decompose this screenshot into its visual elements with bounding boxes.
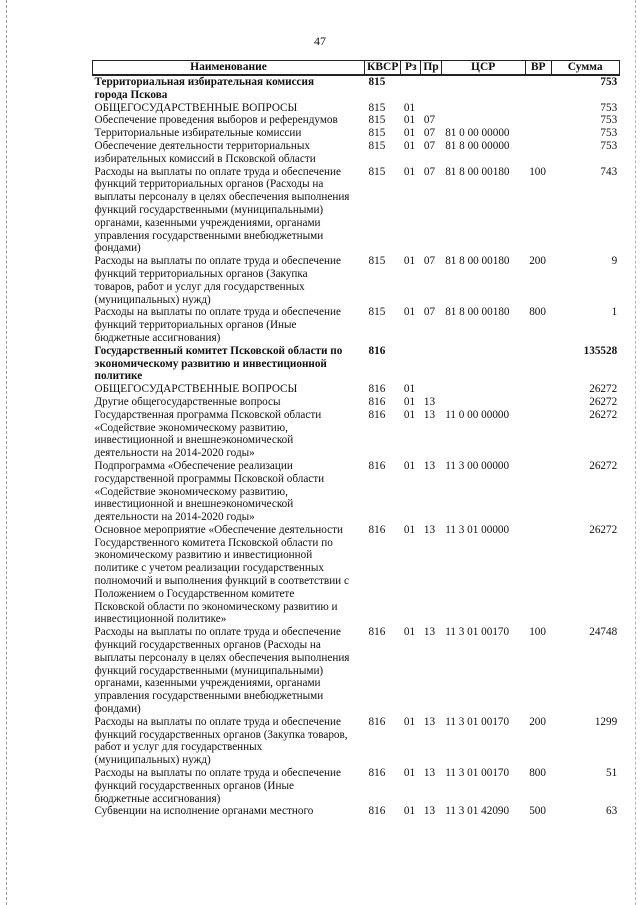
row-name: Основное мероприятие «Обеспечение деятельности Государственного комитета Псковской области по экономическому развитию и инвестиционной политике с учетом реализации государственных полномочий и выполнения функций в соответствии с Положением о Государственном комитете Псковской области по экономическому развитию и инвестиционной политике» xyxy=(94,523,349,626)
row-kvsr: 815 xyxy=(368,127,386,140)
row-rz: 01 xyxy=(403,805,416,818)
table-header-row xyxy=(93,61,620,76)
row-name: ОБЩЕГОСУДАРСТВЕННЫЕ ВОПРОСЫ xyxy=(94,101,298,114)
header-rz: Рз xyxy=(401,61,421,76)
row-csr: 11 3 01 42090 xyxy=(445,805,510,818)
row-name: Государственная программа Псковской области «Содействие экономическому развитию, инвестиционной и внешнеэкономической деятельности на 2014-2020 годы» xyxy=(94,408,322,460)
header-vr: ВР xyxy=(525,61,551,76)
row-vr xyxy=(525,460,551,524)
row-name: Обеспечение проведения выборов и референдумов xyxy=(94,114,338,127)
row-sum: 26272 xyxy=(589,408,618,421)
row-kvsr: 815 xyxy=(368,76,386,88)
row-csr xyxy=(441,383,525,396)
row-sum: 26272 xyxy=(589,395,618,408)
row-sum: 753 xyxy=(600,101,618,114)
row-pr: 13 xyxy=(423,395,436,408)
row-kvsr: 815 xyxy=(368,255,386,268)
row-name: Обеспечение деятельности территориальных избирательных комиссий в Псковской области xyxy=(94,139,316,165)
row-sum: 753 xyxy=(600,76,618,88)
table-row xyxy=(93,460,620,524)
table-row xyxy=(93,409,620,460)
row-pr: 07 xyxy=(423,255,436,268)
row-vr: 500 xyxy=(529,805,546,818)
row-rz: 01 xyxy=(403,165,416,178)
table-row xyxy=(93,383,620,396)
row-vr xyxy=(525,114,551,127)
row-name: Другие общегосударственные вопросы xyxy=(94,395,281,408)
row-csr: 11 3 01 00000 xyxy=(445,523,510,536)
row-csr xyxy=(441,102,525,115)
row-vr: 800 xyxy=(529,767,546,780)
row-kvsr: 816 xyxy=(368,408,386,421)
row-vr xyxy=(525,75,551,102)
header-pr: Пр xyxy=(421,61,441,76)
row-vr: 100 xyxy=(529,165,546,178)
row-sum: 753 xyxy=(600,114,618,127)
row-rz: 01 xyxy=(403,395,416,408)
row-name: Территориальные избирательные комиссии xyxy=(94,127,302,140)
row-kvsr: 816 xyxy=(368,805,386,818)
table-row xyxy=(93,626,620,716)
row-rz: 01 xyxy=(403,306,416,319)
table-row xyxy=(93,345,620,383)
row-vr xyxy=(525,396,551,409)
table-row xyxy=(93,166,620,256)
row-sum: 753 xyxy=(600,139,618,152)
row-kvsr: 816 xyxy=(368,344,386,357)
row-pr: 07 xyxy=(423,165,436,178)
table-row xyxy=(93,255,620,306)
row-rz: 01 xyxy=(403,767,416,780)
row-rz xyxy=(401,75,421,102)
row-csr xyxy=(441,75,525,102)
row-sum: 743 xyxy=(600,165,618,178)
row-pr: 07 xyxy=(423,114,436,127)
row-pr: 07 xyxy=(423,127,436,140)
row-pr: 07 xyxy=(423,139,436,152)
page-number: 47 xyxy=(314,34,326,48)
row-kvsr: 815 xyxy=(368,139,386,152)
row-sum: 9 xyxy=(611,255,618,268)
row-pr xyxy=(421,102,441,115)
budget-table xyxy=(92,60,620,818)
table-row xyxy=(93,114,620,127)
table-row xyxy=(93,102,620,115)
row-kvsr: 815 xyxy=(368,165,386,178)
row-name: ОБЩЕГОСУДАРСТВЕННЫЕ ВОПРОСЫ xyxy=(94,383,298,396)
row-vr: 800 xyxy=(529,306,546,319)
row-pr xyxy=(421,75,441,102)
header-sum: Сумма xyxy=(551,61,619,76)
row-csr: 81 8 00 00180 xyxy=(445,306,510,319)
row-name: Расходы на выплаты по оплате труда и обеспечение функций государственных органов (Расходы на выплаты персоналу в целях обеспечения выполнения функций государственными (муниципальными) органами, казенными учреждениями, органами управления государственными внебюджетными фондами) xyxy=(94,626,350,716)
row-csr: 81 8 00 00000 xyxy=(445,139,510,152)
row-pr: 13 xyxy=(423,626,436,639)
row-csr xyxy=(441,345,525,383)
table-row xyxy=(93,306,620,344)
row-csr: 81 8 00 00180 xyxy=(445,165,510,178)
row-kvsr: 816 xyxy=(368,523,386,536)
row-rz xyxy=(401,345,421,383)
row-pr: 13 xyxy=(423,459,436,472)
table-row xyxy=(93,524,620,626)
row-sum: 26272 xyxy=(589,523,618,536)
row-rz: 01 xyxy=(403,127,416,140)
row-pr: 13 xyxy=(423,767,436,780)
table-row xyxy=(93,396,620,409)
row-name: Государственный комитет Псковской области по экономическому развитию и инвестиционной политике xyxy=(94,344,343,383)
table-row xyxy=(93,140,620,166)
row-csr: 11 0 00 00000 xyxy=(445,408,510,421)
row-rz: 01 xyxy=(403,523,416,536)
row-kvsr: 816 xyxy=(368,715,386,728)
row-sum: 135528 xyxy=(583,344,618,357)
row-vr xyxy=(525,102,551,115)
row-name: Территориальная избирательная комиссия города Пскова xyxy=(94,76,314,101)
scan-edge-left xyxy=(6,0,7,905)
row-kvsr: 815 xyxy=(368,114,386,127)
row-sum: 753 xyxy=(600,127,618,140)
row-csr xyxy=(441,396,525,409)
row-kvsr: 816 xyxy=(368,459,386,472)
row-kvsr: 816 xyxy=(368,395,386,408)
row-pr xyxy=(421,345,441,383)
header-csr: ЦСР xyxy=(441,61,525,76)
row-csr: 81 0 00 00000 xyxy=(445,127,510,140)
row-name: Расходы на выплаты по оплате труда и обеспечение функций территориальных органов (Расходы на выплаты персоналу в целях обеспечения выполнения функций государственными (муниципальными) органами, казенными учреждениями, органами управления государственными внебюджетными фондами) xyxy=(94,165,350,255)
row-rz: 01 xyxy=(403,383,416,396)
row-name: Расходы на выплаты по оплате труда и обеспечение функций государственных органов (Закупка товаров, работ и услуг для государственных (муниципальных) нужд) xyxy=(94,715,348,767)
row-vr xyxy=(525,409,551,460)
row-kvsr: 815 xyxy=(368,306,386,319)
row-vr xyxy=(525,140,551,166)
row-csr: 11 3 01 00170 xyxy=(445,715,510,728)
row-name: Подпрограмма «Обеспечение реализации государственной программы Псковской области «Содействие экономическому развитию, инвестиционной и внешнеэкономической деятельности на 2014-2020 годы» xyxy=(94,459,325,524)
row-pr xyxy=(421,383,441,396)
row-vr xyxy=(525,524,551,626)
row-name: Расходы на выплаты по оплате труда и обеспечение функций государственных органов (Иные бюджетные ассигнования) xyxy=(94,767,341,805)
row-csr: 11 3 01 00170 xyxy=(445,626,510,639)
row-pr: 13 xyxy=(423,408,436,421)
row-vr xyxy=(525,383,551,396)
row-kvsr: 816 xyxy=(368,767,386,780)
row-vr xyxy=(525,345,551,383)
row-pr: 13 xyxy=(423,523,436,536)
table-row xyxy=(93,75,620,102)
row-csr: 81 8 00 00180 xyxy=(445,255,510,268)
row-vr xyxy=(525,127,551,140)
row-csr xyxy=(441,114,525,127)
row-vr: 100 xyxy=(529,626,546,639)
row-name: Расходы на выплаты по оплате труда и обеспечение функций территориальных органов (Иные бюджетные ассигнования) xyxy=(94,306,341,344)
row-sum: 26272 xyxy=(589,459,618,472)
scan-edge-right xyxy=(635,0,636,905)
row-name: Субвенции на исполнение органами местного xyxy=(94,805,314,818)
row-vr: 200 xyxy=(529,715,546,728)
table-row xyxy=(93,127,620,140)
row-sum: 1299 xyxy=(594,715,618,728)
row-kvsr: 815 xyxy=(368,101,386,114)
table-row xyxy=(93,767,620,805)
header-kvsr: КВСР xyxy=(365,61,401,76)
row-vr: 200 xyxy=(529,255,546,268)
row-sum: 1 xyxy=(611,306,618,319)
row-rz: 01 xyxy=(403,626,416,639)
row-rz: 01 xyxy=(403,255,416,268)
row-pr: 13 xyxy=(423,805,436,818)
row-rz: 01 xyxy=(403,101,416,114)
row-rz: 01 xyxy=(403,459,416,472)
header-name: Наименование xyxy=(93,61,365,76)
row-csr: 11 3 00 00000 xyxy=(445,459,510,472)
row-pr: 13 xyxy=(423,715,436,728)
row-sum: 24748 xyxy=(589,626,618,639)
row-kvsr: 816 xyxy=(368,626,386,639)
row-rz: 01 xyxy=(403,715,416,728)
row-rz: 01 xyxy=(403,139,416,152)
row-sum: 26272 xyxy=(589,383,618,396)
table-row xyxy=(93,716,620,767)
row-csr: 11 3 01 00170 xyxy=(445,767,510,780)
row-name: Расходы на выплаты по оплате труда и обеспечение функций территориальных органов (Закупка товаров, работ и услуг для государственных (муниципальных) нужд) xyxy=(94,255,341,306)
row-sum: 63 xyxy=(606,805,618,818)
row-pr: 07 xyxy=(423,306,436,319)
row-kvsr: 816 xyxy=(368,383,386,396)
row-sum: 51 xyxy=(606,767,618,780)
row-rz: 01 xyxy=(403,408,416,421)
row-rz: 01 xyxy=(403,114,416,127)
table-row xyxy=(93,805,620,818)
